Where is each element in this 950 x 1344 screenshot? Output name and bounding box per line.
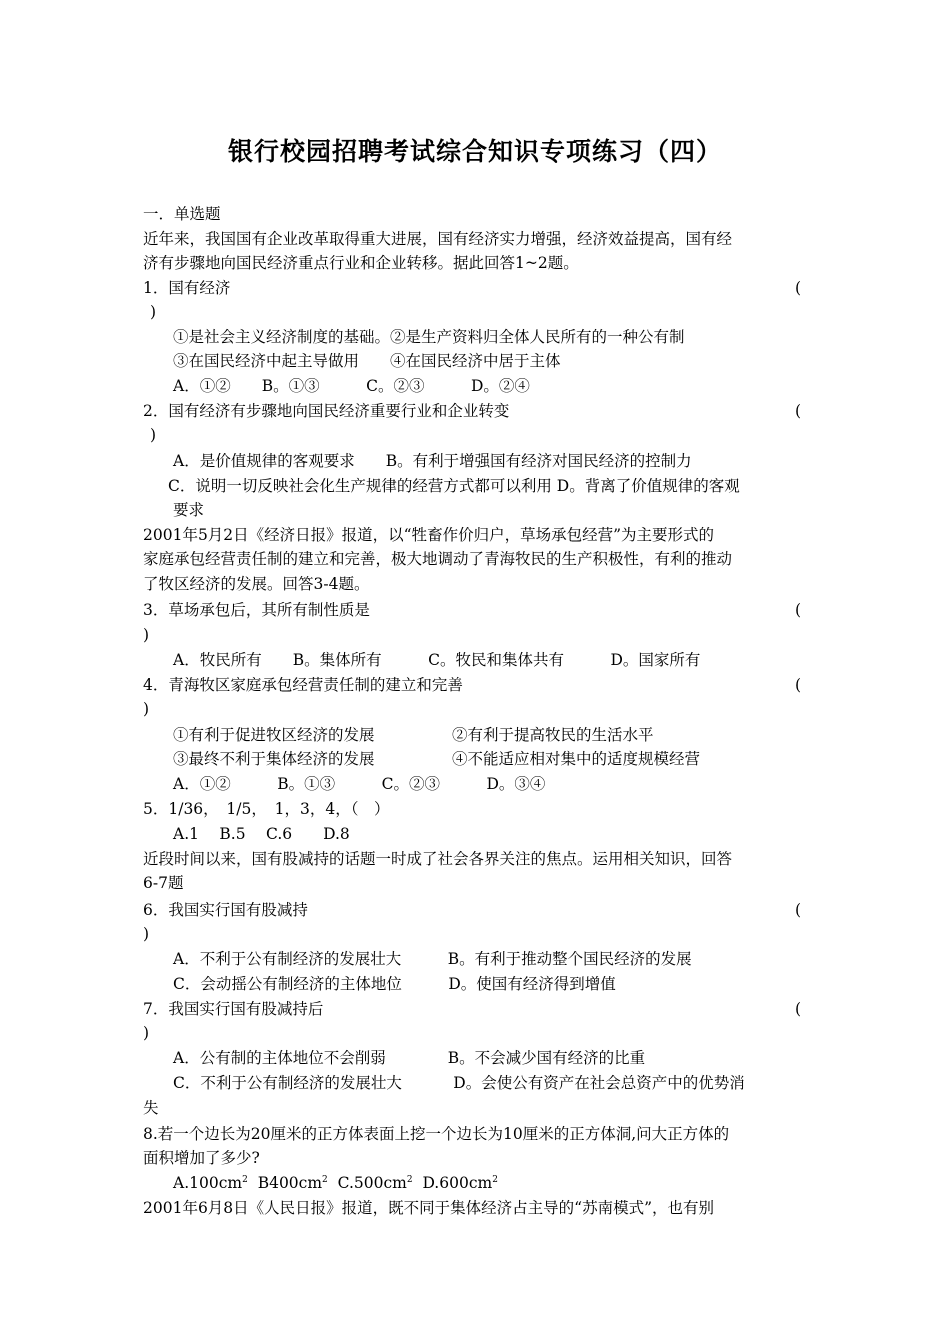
choice-b: B400cm <box>257 1174 323 1192</box>
question-stem: 面积增加了多少? <box>143 1149 260 1167</box>
passage-line: 6-7题 <box>143 874 184 892</box>
question-stem: 1．国有经济 <box>143 279 231 297</box>
answer-paren-open: ( <box>795 402 802 420</box>
superscript: 2 <box>492 1175 498 1185</box>
question-stem: 5．1/36， 1/5， 1，3，4，（ ） <box>143 800 390 818</box>
passage-line: 济有步骤地向国民经济重点行业和企业转移。据此回答1~2题。 <box>143 254 579 272</box>
option-line: A．不利于公有制经济的发展壮大 B。有利于推动整个国民经济的发展 <box>173 950 692 968</box>
answer-paren-close: ) <box>143 1024 150 1042</box>
passage-line: 2001年5月2日《经济日报》报道，以“牲畜作价归户，草场承包经营”为主要形式的 <box>143 526 715 544</box>
option-line: C．不利于公有制经济的发展壮大 D。会使公有资产在社会总资产中的优势消 <box>173 1074 745 1092</box>
question-stem: 3．草场承包后，其所有制性质是 <box>143 601 370 619</box>
question-stem: 7．我国实行国有股减持后 <box>143 1000 324 1018</box>
superscript: 2 <box>322 1175 328 1185</box>
option-line-tail: 失 <box>143 1099 159 1117</box>
answer-paren-open: ( <box>795 1000 802 1018</box>
choices-line: A.1 B.5 C.6 D.8 <box>173 825 350 843</box>
answer-paren-close: ) <box>143 925 150 943</box>
option-line: A．是价值规律的客观要求 B。有利于增强国有经济对国民经济的控制力 <box>173 452 692 470</box>
superscript: 2 <box>242 1175 248 1185</box>
passage-line: 了牧区经济的发展。回答3-4题。 <box>143 575 370 593</box>
option-line: ③在国民经济中起主导做用 ④在国民经济中居于主体 <box>173 352 561 370</box>
choices-line: A．牧民所有 B。集体所有 C。牧民和集体共有 D。国家所有 <box>173 651 701 669</box>
question-stem: 2．国有经济有步骤地向国民经济重要行业和企业转变 <box>143 402 510 420</box>
question-stem: 8.若一个边长为20厘米的正方体表面上挖一个边长为10厘米的正方体洞,问大正方体的 <box>143 1125 730 1143</box>
choices-line <box>173 1171 843 1195</box>
superscript: 2 <box>406 1175 413 1185</box>
choice-a: A.100cm <box>173 1174 243 1192</box>
answer-paren-open: ( <box>795 279 802 297</box>
option-line: 要求 <box>173 501 205 519</box>
passage-line: 家庭承包经营责任制的建立和完善，极大地调动了青海牧民的生产积极性，有利的推动 <box>143 550 733 568</box>
answer-paren-open: ( <box>795 676 802 694</box>
choice-c: C.500cm <box>337 1174 407 1192</box>
question-stem: 4．青海牧区家庭承包经营责任制的建立和完善 <box>143 676 463 694</box>
question-stem: 6．我国实行国有股减持 <box>143 901 308 919</box>
section-heading: 一．单选题 <box>143 205 221 223</box>
answer-paren-close: ) <box>150 426 157 444</box>
answer-paren-close: ) <box>150 303 157 321</box>
choice-d: D.600cm <box>422 1174 493 1192</box>
answer-paren-open: ( <box>795 901 802 919</box>
page-title: 银行校园招聘考试综合知识专项练习（四） <box>227 137 722 166</box>
answer-paren-open: ( <box>795 601 802 619</box>
choices-line: A．①② B。①③ C。②③ D。②④ <box>173 377 530 395</box>
option-line: ③最终不利于集体经济的发展 ④不能适应相对集中的适度规模经营 <box>173 750 701 768</box>
option-line: ①有利于促进牧区经济的发展 ②有利于提高牧民的生活水平 <box>173 726 654 744</box>
choices-line: A．①② B。①③ C。②③ D。③④ <box>173 775 546 793</box>
passage-line: 近年来，我国国有企业改革取得重大进展，国有经济实力增强，经济效益提高，国有经 <box>143 230 733 248</box>
answer-paren-close: ) <box>143 626 150 644</box>
option-line: A．公有制的主体地位不会削弱 B。不会减少国有经济的比重 <box>173 1049 646 1067</box>
passage-line: 近段时间以来，国有股减持的话题一时成了社会各界关注的焦点。运用相关知识，回答 <box>143 850 733 868</box>
option-line: C．会动摇公有制经济的主体地位 D。使国有经济得到增值 <box>173 975 616 993</box>
option-line: C．说明一切反映社会化生产规律的经营方式都可以利用 D。背离了价值规律的客观 <box>168 477 740 495</box>
answer-paren-close: ) <box>143 700 150 718</box>
option-line: ①是社会主义经济制度的基础。②是生产资料归全体人民所有的一种公有制 <box>173 328 685 346</box>
passage-line: 2001年6月8日《人民日报》报道，既不同于集体经济占主导的“苏南模式”，也有别 <box>143 1199 715 1217</box>
